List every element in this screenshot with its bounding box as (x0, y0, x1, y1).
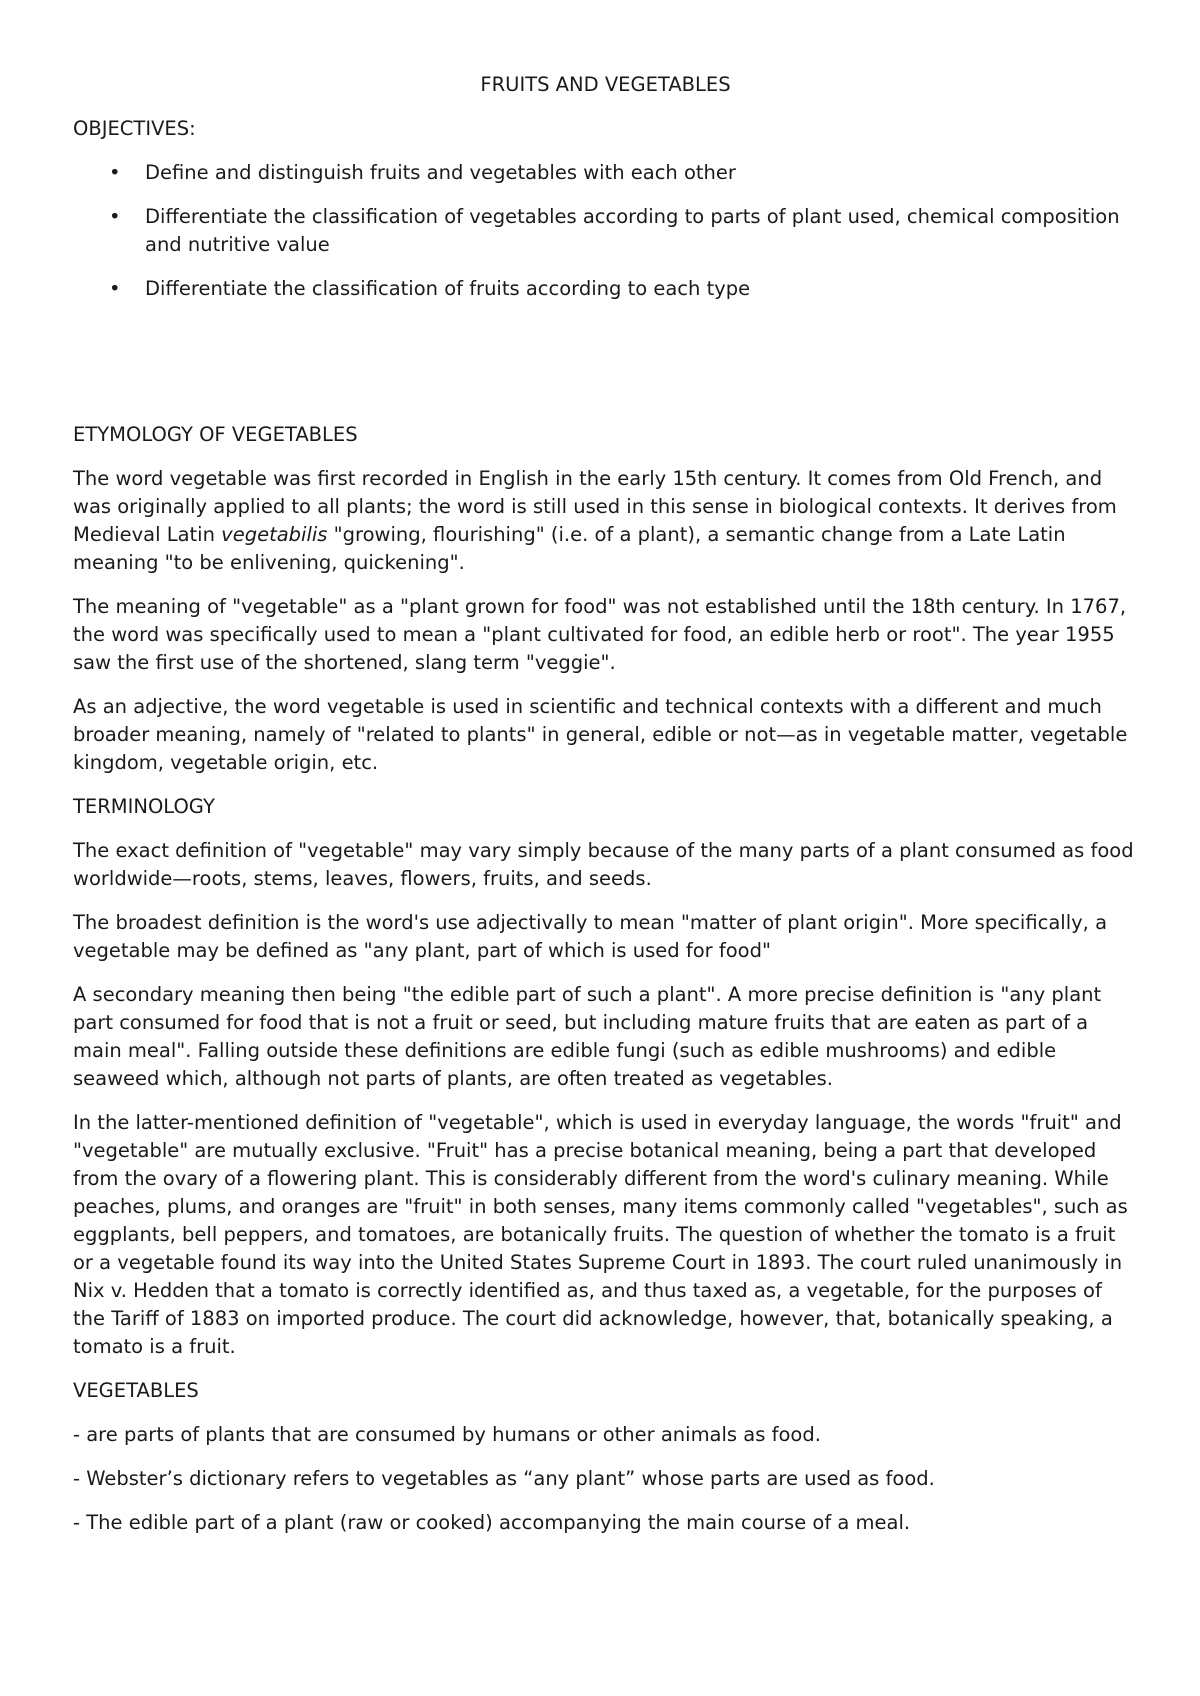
terminology-heading: TERMINOLOGY (73, 795, 215, 818)
objective-text: Differentiate the classification of vegetables according to parts of plant used, chemical composition and nutritive value (145, 205, 1120, 256)
objective-text: Define and distinguish fruits and vegetables with each other (145, 161, 736, 184)
bullet-icon: • (109, 205, 121, 228)
latin-term: vegetabilis (221, 523, 328, 546)
objective-item (73, 275, 1138, 303)
bullet-icon: • (109, 277, 121, 300)
bullet-icon: • (109, 161, 121, 184)
terminology-paragraph-2: The broadest definition is the word's use adjectivally to mean "matter of plant origin". More specifically, a vegetable may be defined as "any plant, part of which is used for food" (73, 911, 1108, 962)
objective-text: Differentiate the classification of fruits according to each type (145, 277, 751, 300)
etymology-paragraph-3: As an adjective, the word vegetable is used in scientific and technical contexts with a different and much broader meaning, namely of "related to plants" in general, edible or not—as in vegetable matter, vegetable kingdom, vegetable origin, etc. (73, 695, 1128, 774)
etymology-p1-text-end: "growing, flourishing" (i.e. of a plant), a semantic change from a Late Latin meaning "to be enlivening, quickening". (73, 523, 1066, 574)
terminology-paragraph-4: In the latter-mentioned definition of "vegetable", which is used in everyday language, the words "fruit" and "vegetable" are mutually exclusive. "Fruit" has a precise botanical meaning, being a part that developed from the ovary of a flowering plant. This is considerably different from the word's culinary meaning. While peaches, plums, and oranges are "fruit" in both senses, many items commonly called "vegetables", such as eggplants, bell peppers, and tomatoes, are botanically fruits. The question of whether the tomato is a fruit or a vegetable found its way into the United States Supreme Court in 1893. The court ruled unanimously in Nix v. Hedden that a tomato is correctly identified as, and thus taxed as, a vegetable, for the purposes of the Tariff of 1883 on imported produce. The court did acknowledge, however, that, botanically speaking, a tomato is a fruit. (73, 1111, 1128, 1358)
vegetables-definition-line: - The edible part of a plant (raw or cooked) accompanying the main course of a meal. (73, 1511, 911, 1534)
etymology-paragraph-2: The meaning of "vegetable" as a "plant grown for food" was not established until the 18th century. In 1767, the word was specifically used to mean a "plant cultivated for food, an edible herb or root". The year 1955 saw the first use of the shortened, slang term "veggie". (73, 595, 1127, 674)
document-title: FRUITS AND VEGETABLES (480, 73, 731, 96)
etymology-heading: ETYMOLOGY OF VEGETABLES (73, 423, 358, 446)
objective-item (73, 159, 1138, 187)
objectives-heading: OBJECTIVES: (73, 117, 196, 140)
vegetables-definition-line: - are parts of plants that are consumed by humans or other animals as food. (73, 1423, 821, 1446)
objective-item (73, 203, 1138, 259)
terminology-paragraph-3: A secondary meaning then being "the edible part of such a plant". A more precise definition is "any plant part consumed for food that is not a fruit or seed, but including mature fruits that are eaten as part of a main meal". Falling outside these definitions are edible fungi (such as edible mushrooms) and edible seaweed which, although not parts of plants, are often treated as vegetables. (73, 983, 1102, 1090)
blank-space (73, 319, 1138, 421)
objectives-list (73, 159, 1138, 303)
etymology-p1-text: The word vegetable was first recorded in English in the early 15th century. It comes from Old French, and was originally applied to all plants; the word is still used in this sense in biological contexts. It derives from Medieval Latin (73, 467, 1117, 546)
vegetables-definition-line: - Webster’s dictionary refers to vegetables as “any plant” whose parts are used as food. (73, 1467, 935, 1490)
terminology-paragraph-1: The exact definition of "vegetable" may vary simply because of the many parts of a plant consumed as food worldwide—roots, stems, leaves, flowers, fruits, and seeds. (73, 839, 1134, 890)
vegetables-heading: VEGETABLES (73, 1379, 199, 1402)
etymology-paragraph-1 (73, 465, 1138, 577)
